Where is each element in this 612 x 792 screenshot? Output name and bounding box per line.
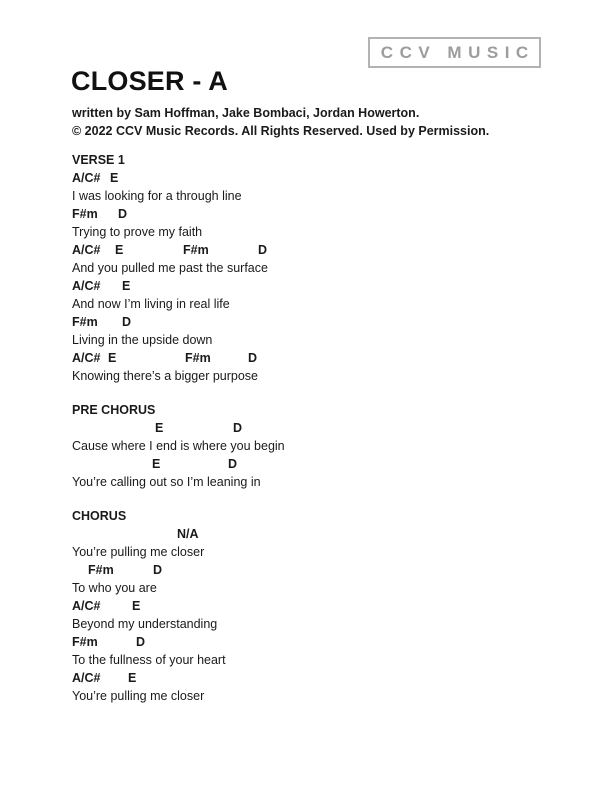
lyric-line: Beyond my understanding (72, 617, 218, 631)
chord-line (72, 455, 552, 473)
chord: D (118, 207, 128, 221)
chord: E (155, 421, 164, 435)
chord: D (153, 563, 163, 577)
song-credits (72, 104, 489, 140)
chord: E (122, 279, 131, 293)
copyright-line: © 2022 CCV Music Records. All Rights Reserved. Used by Permission. (72, 124, 490, 138)
chord-line (72, 419, 552, 437)
chord: A/C# (72, 171, 101, 185)
chord-line (72, 313, 552, 331)
section-heading: VERSE 1 (72, 153, 125, 167)
chord: E (108, 351, 117, 365)
chord: E (115, 243, 124, 257)
chord-line (72, 241, 552, 259)
chord: E (128, 671, 137, 685)
lyric-line: Trying to prove my faith (72, 225, 203, 239)
chord: F#m (72, 635, 98, 649)
chord: A/C# (72, 243, 101, 257)
lyric-line: And you pulled me past the surface (72, 261, 268, 275)
chord: F#m (183, 243, 209, 257)
chord-line (72, 169, 552, 187)
chord-line (72, 525, 552, 543)
chord-line (72, 561, 552, 579)
chord: D (233, 421, 243, 435)
song-section (72, 401, 552, 491)
page-title: CLOSER - A (71, 66, 228, 96)
chord-line (72, 205, 552, 223)
song-section (72, 151, 552, 385)
chord-chart (72, 151, 552, 705)
chord: A/C# (72, 279, 101, 293)
chord-line (72, 669, 552, 687)
song-section (72, 507, 552, 705)
chord: D (122, 315, 132, 329)
lyric-line: You’re pulling me closer (72, 689, 205, 703)
chord: A/C# (72, 671, 101, 685)
lyric-line: Knowing there’s a bigger purpose (72, 369, 259, 383)
chord: F#m (72, 315, 98, 329)
lyric-line: I was looking for a through line (72, 189, 242, 203)
chord: E (110, 171, 119, 185)
chord: A/C# (72, 351, 101, 365)
section-heading: PRE CHORUS (72, 403, 156, 417)
chord: D (136, 635, 146, 649)
lyric-line: Cause where I end is where you begin (72, 439, 285, 453)
lyric-line: To who you are (72, 581, 157, 595)
chord: N/A (177, 527, 199, 541)
chord: E (152, 457, 161, 471)
chord-line (72, 277, 552, 295)
chord-line (72, 597, 552, 615)
chord: F#m (72, 207, 98, 221)
ccv-music-logo (368, 37, 541, 68)
lyric-line: You’re calling out so I’m leaning in (72, 475, 261, 489)
chord: D (228, 457, 238, 471)
chord: D (258, 243, 268, 257)
chord: F#m (88, 563, 114, 577)
section-heading: CHORUS (72, 509, 127, 523)
byline: written by Sam Hoffman, Jake Bombaci, Jordan Howerton. (72, 106, 420, 120)
lyric-line: To the fullness of your heart (72, 653, 226, 667)
chord: A/C# (72, 599, 101, 613)
chord: D (248, 351, 258, 365)
chord-line (72, 633, 552, 651)
ccv-music-logo-text: CCV MUSIC (380, 42, 535, 62)
lyric-line: And now I’m living in real life (72, 297, 230, 311)
lyric-line: You’re pulling me closer (72, 545, 205, 559)
chord: F#m (185, 351, 211, 365)
lyric-line: Living in the upside down (72, 333, 213, 347)
chord: E (132, 599, 141, 613)
chord-line (72, 349, 552, 367)
